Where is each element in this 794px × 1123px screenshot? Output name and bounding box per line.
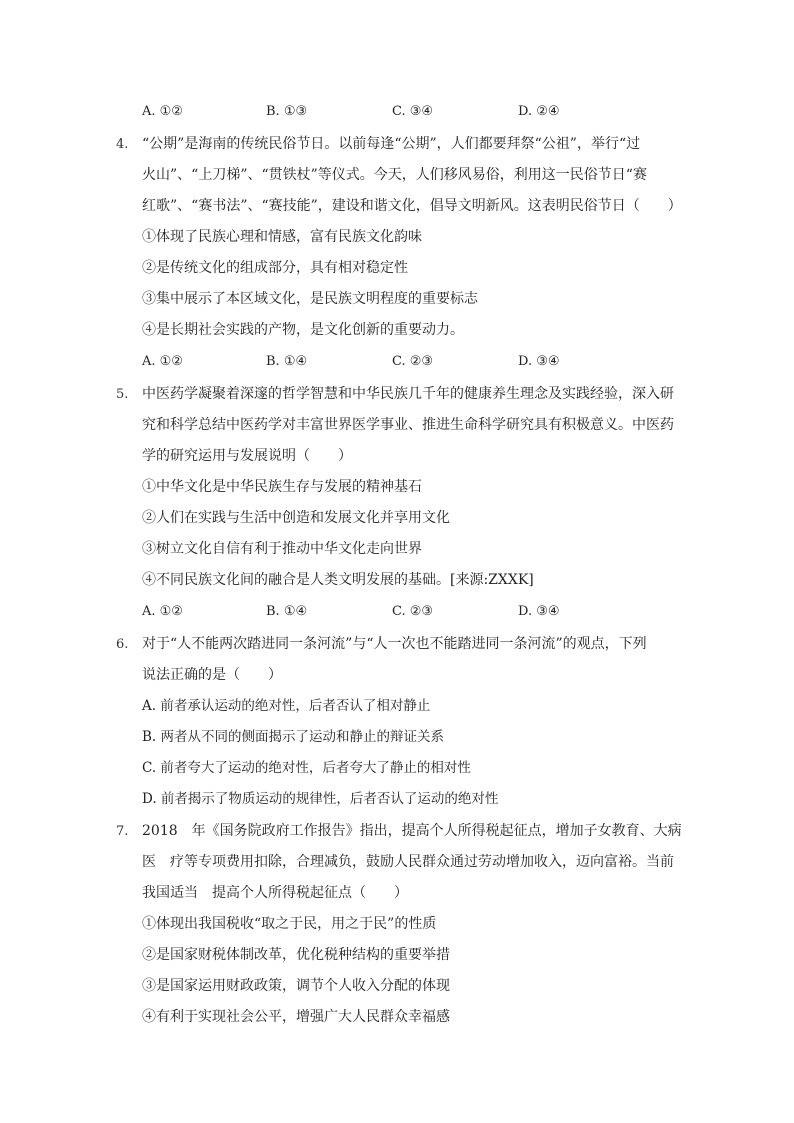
option-c: C. ③④ [392, 104, 434, 119]
q5-stem-line: 学的研究运用与发展说明（ ） [142, 448, 352, 464]
q5-statement: ④不同民族文化间的融合是人类文明发展的基础。[来源:ZXXK] [142, 572, 534, 588]
q6-choice: B. 两者从不同的侧面揭示了运动和静止的辩证关系 [142, 729, 445, 745]
option-d: D. ②④ [518, 104, 560, 119]
option-d: D. ③④ [518, 604, 560, 619]
q7-statement: ②是国家财税体制改革，优化税种结构的重要举措 [142, 947, 450, 963]
q4-stem-line: 火山”、“上刀梯”、“贯铁杖”等仪式。今天，人们移风易俗，利用这一民俗节日“赛 [142, 167, 647, 183]
q7-statement: ④有利于实现社会公平，增强广大人民群众幸福感 [142, 1009, 450, 1025]
q4-stem-line: “公期”是海南的传统民俗节日。以前每逢“公期”，人们都要拜祭“公祖”，举行“过 [142, 136, 641, 152]
q4-stem-line: 红歌”、“赛书法”、“赛技能”，建设和谐文化，倡导文明新风。这表明民俗节日（ ） [142, 198, 682, 214]
q6-number: 6. [116, 637, 129, 652]
q5-statement: ①中华文化是中华民族生存与发展的精神基石 [142, 479, 422, 495]
q7-stem-line: 我国适当 提高个人所得税起征点（ ） [142, 885, 408, 901]
option-a: A. ①② [142, 104, 183, 119]
q5-number: 5. [116, 387, 129, 402]
option-b: B. ①④ [266, 604, 308, 619]
q5-statement: ②人们在实践与生活中创造和发展文化并享用文化 [142, 510, 450, 526]
q5-stem-line: 中医药学凝聚着深邃的哲学智慧和中华民族几千年的健康养生理念及实践经验，深入研 [142, 386, 674, 402]
q4-number: 4. [116, 137, 129, 152]
q6-choice: C. 前者夸大了运动的绝对性，后者夸大了静止的相对性 [142, 760, 471, 776]
option-c: C. ②③ [392, 354, 434, 369]
q7-number: 7. [116, 824, 129, 839]
q4-statement: ④是长期社会实践的产物，是文化创新的重要动力。 [142, 322, 464, 338]
q7-stem-line: 医 疗等专项费用扣除，合理减负，鼓励人民群众通过劳动增加收入，迈向富裕。当前 [142, 854, 674, 870]
q6-stem-line: 说法正确的是（ ） [142, 667, 282, 683]
option-c: C. ②③ [392, 604, 434, 619]
q5-stem-line: 究和科学总结中医药学对丰富世界医学事业、推进生命科学研究具有积极意义。中医药 [142, 417, 674, 433]
option-a: A. ①② [142, 604, 183, 619]
q6-choice: A. 前者承认运动的绝对性，后者否认了相对静止 [142, 698, 431, 714]
q4-statement: ①体现了民族心理和情感，富有民族文化韵味 [142, 229, 422, 245]
option-b: B. ①④ [266, 354, 308, 369]
q4-statement: ②是传统文化的组成部分，具有相对稳定性 [142, 260, 408, 276]
q7-statement: ③是国家运用财政政策，调节个人收入分配的体现 [142, 978, 450, 994]
q5-statement: ③树立文化自信有利于推动中华文化走向世界 [142, 541, 422, 557]
option-d: D. ③④ [518, 354, 560, 369]
q4-statement: ③集中展示了本区域文化，是民族文明程度的重要标志 [142, 291, 478, 307]
q7-stem-line: 2018 年《国务院政府工作报告》指出，提高个人所得税起征点，增加子女教育、大病 [142, 823, 682, 839]
q6-stem-line: 对于“人不能两次踏进同一条河流”与“人一次也不能踏进同一条河流”的观点，下列 [142, 636, 647, 652]
q7-statement: ①体现出我国税收“取之于民，用之于民”的性质 [142, 916, 437, 932]
option-a: A. ①② [142, 354, 183, 369]
q6-choice: D. 前者揭示了物质运动的规律性，后者否认了运动的绝对性 [142, 791, 499, 807]
option-b: B. ①③ [266, 104, 308, 119]
